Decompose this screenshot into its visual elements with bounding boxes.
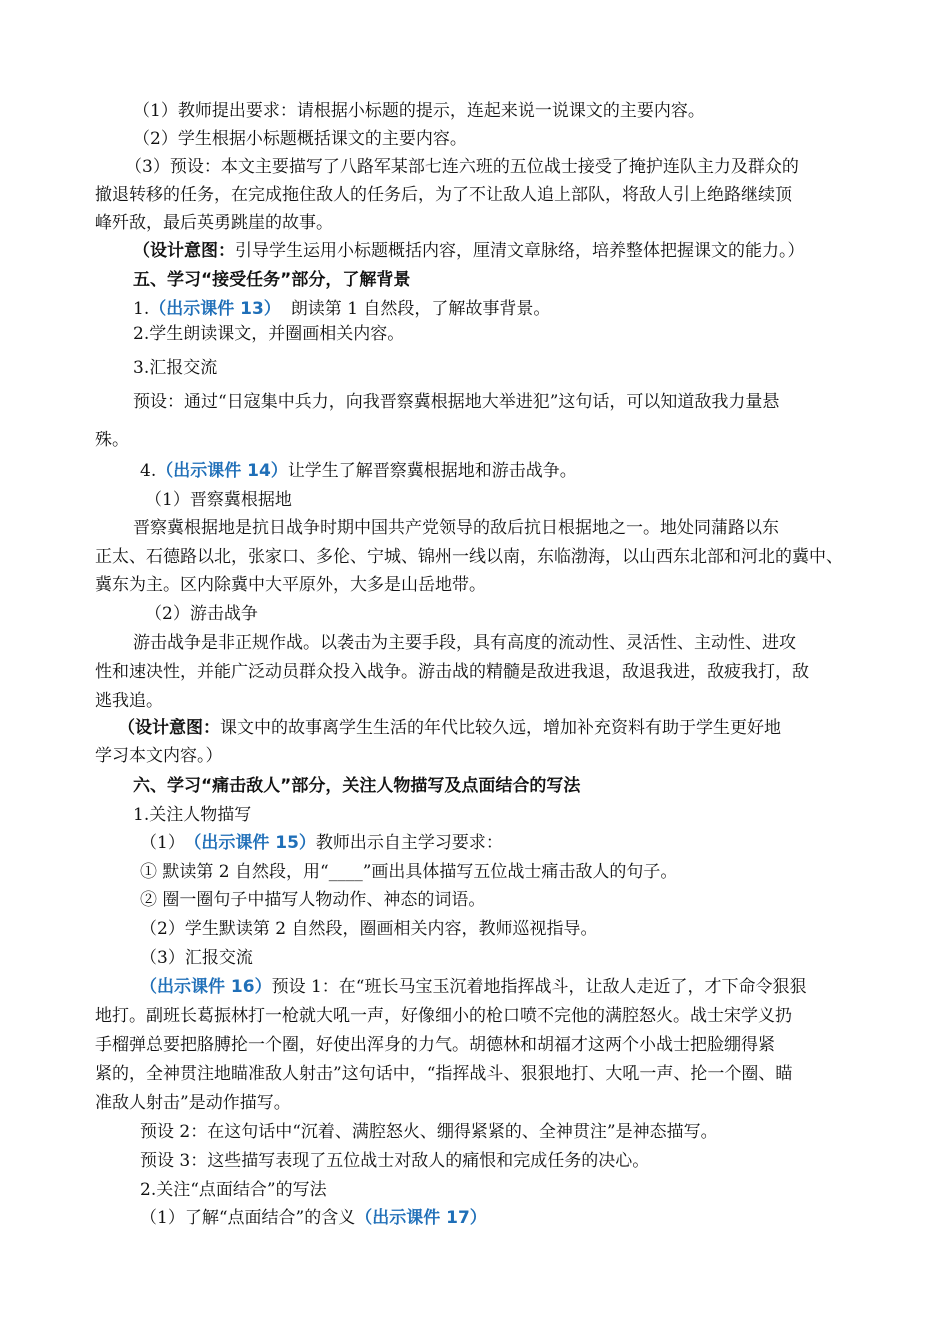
courseware-ref-15: （出示课件 15） (192, 833, 316, 853)
line-preset-2: 预设 2：在这句话中“沉着、满腔怒火、绷得紧紧的、全神贯注”是神态描写。 (140, 1122, 718, 1142)
step-text: 朗读第 1 自然段，了解故事背景。 (290, 299, 551, 319)
line-guerrilla-2: 性和速决性，并能广泛动员群众投入战争。游击战的精髓是敌进我退，敌退我进，敌疲我打，敌 (95, 662, 809, 682)
line-guerrilla-1: 游击战争是非正规作战。以袭击为主要手段，具有高度的流动性、灵活性、主动性、进攻 (133, 633, 796, 653)
step-number: 4. (140, 461, 157, 481)
section-heading-6: 六、学习“痛击敌人”部分，关注人物描写及点面结合的写法 (133, 776, 581, 796)
line-preset-1: 预设：通过“日寇集中兵力，向我晋察冀根据地大举进犯”这句话，可以知道敌我力量悬 (133, 392, 780, 412)
design-intent-2-cont: 学习本文内容。） (95, 746, 223, 766)
line-step-3: 3.汇报交流 (133, 358, 218, 378)
line-step-1 (133, 297, 550, 321)
line-focus-2-1 (140, 1206, 487, 1230)
line-focus-1: 1.关注人物描写 (133, 805, 252, 825)
courseware-ref-16: （出示课件 16） (140, 977, 272, 997)
design-intent-label: （设计意图： (118, 718, 220, 738)
line-preset-16-2: 地打。副班长葛振林打一枪就大吼一声，好像细小的枪口喷不完他的满腔怒火。战士宋学义扔 (95, 1006, 792, 1026)
line-focus-1-2: （2）学生默读第 2 自然段，圈画相关内容，教师巡视指导。 (140, 919, 598, 939)
design-intent-1 (133, 239, 805, 263)
courseware-ref-13: （出示课件 13） (149, 299, 281, 319)
item-text: （1）了解“点面结合”的含义 (140, 1208, 356, 1228)
subheading-jinchaji: （1）晋察冀根据地 (145, 490, 292, 510)
item-text: 教师出示自主学习要求： (315, 833, 503, 853)
section-heading-5: 五、学习“接受任务”部分，了解背景 (133, 270, 411, 290)
line-jinchaji-3: 冀东为主。区内除冀中大平原外，大多是山岳地带。 (95, 575, 486, 595)
line-2: （2）学生根据小标题概括课文的主要内容。 (133, 129, 467, 149)
line-focus-1-3: （3）汇报交流 (140, 948, 253, 968)
preset-text: 预设 1：在“班长马宝玉沉着地指挥战斗，让敌人走近了，才下命令狠狠 (271, 977, 807, 997)
line-jinchaji-1: 晋察冀根据地是抗日战争时期中国共产党领导的敌后抗日根据地之一。地处同蒲路以东 (133, 518, 779, 538)
design-intent-label: （设计意图： (133, 241, 235, 261)
design-intent-text: 引导学生运用小标题概括内容，厘清文章脉络，培养整体把握课文的能力。） (235, 241, 805, 261)
line-preset-3: 预设 3：这些描写表现了五位战士对敌人的痛恨和完成任务的决心。 (140, 1151, 650, 1171)
line-preset-16-3: 手榴弹总要把胳膊抡一个圈，好使出浑身的力气。胡德林和胡福才这两个小战士把脸绷得紧 (95, 1035, 775, 1055)
line-preset-16-5: 准敌人射击”是动作描写。 (95, 1093, 291, 1113)
courseware-ref-17: （出示课件 17） (355, 1208, 487, 1228)
line-preset-16-4: 紧的，全神贯注地瞄准敌人射击”这句话中，“指挥战斗、狠狠地打、大吼一声、抡一个圈、瞄 (95, 1064, 793, 1084)
line-task-1: ① 默读第 2 自然段，用“____”画出具体描写五位战士痛击敌人的句子。 (140, 862, 678, 882)
line-focus-2: 2.关注“点面结合”的写法 (140, 1180, 327, 1200)
step-number: 1. (133, 299, 150, 319)
item-number: （1） (140, 833, 185, 853)
line-1: （1）教师提出要求：请根据小标题的提示，连起来说一说课文的主要内容。 (133, 101, 705, 121)
line-guerrilla-3: 逃我追。 (95, 691, 163, 711)
step-text: 让学生了解晋察冀根据地和游击战争。 (287, 461, 577, 481)
line-3: （3）预设：本文主要描写了八路军某部七连六班的五位战士接受了掩护连队主力及群众的 (125, 157, 799, 177)
line-step-4 (140, 459, 577, 483)
design-intent-2 (118, 716, 781, 740)
line-preset-1-cont: 殊。 (95, 430, 129, 450)
line-jinchaji-2: 正太、石德路以北，张家口、多伦、宁城、锦州一线以南，东临渤海，以山西东北部和河北的冀中、 (95, 547, 843, 567)
line-5: 峰歼敌，最后英勇跳崖的故事。 (95, 213, 333, 233)
line-step-2: 2.学生朗读课文，并圈画相关内容。 (133, 324, 405, 344)
line-preset-16 (140, 975, 807, 999)
line-task-2: ② 圈一圈句子中描写人物动作、神态的词语。 (140, 890, 486, 910)
line-focus-1-1 (140, 831, 503, 855)
design-intent-text: 课文中的故事离学生生活的年代比较久远，增加补充资料有助于学生更好地 (220, 718, 781, 738)
courseware-ref-14: （出示课件 14） (156, 461, 288, 481)
subheading-guerrilla: （2）游击战争 (145, 604, 258, 624)
line-4: 撤退转移的任务，在完成拖住敌人的任务后，为了不让敌人追上部队，将敌人引上绝路继续顶 (95, 185, 792, 205)
